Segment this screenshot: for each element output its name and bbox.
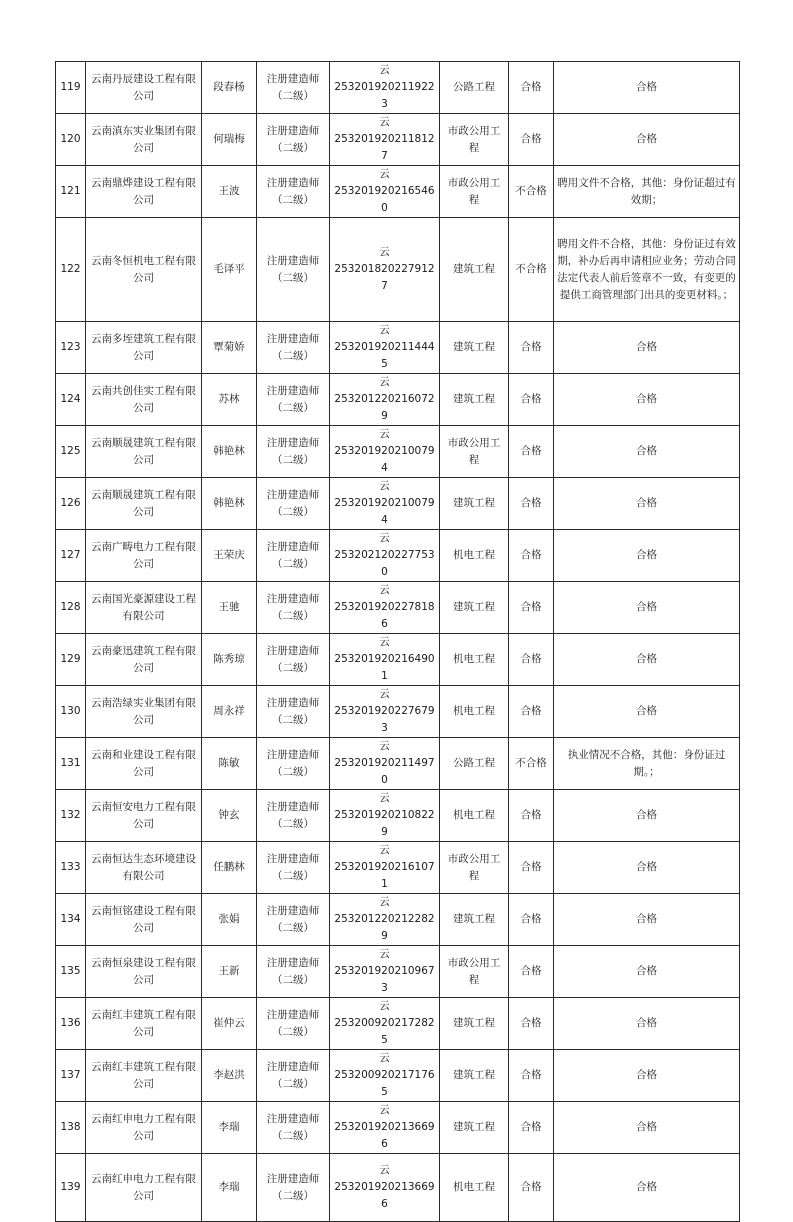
review-result: 合格 (509, 894, 554, 946)
company-name: 云南广畴电力工程有限公司 (86, 530, 202, 582)
row-number: 120 (56, 114, 86, 166)
specialty: 建筑工程 (440, 998, 509, 1050)
registration-digits: 2532019202136696 (334, 1181, 435, 1210)
review-remark: 合格 (554, 478, 740, 530)
company-name: 云南豪迅建筑工程有限公司 (86, 634, 202, 686)
review-result: 合格 (509, 322, 554, 374)
review-result: 合格 (509, 530, 554, 582)
specialty: 建筑工程 (440, 374, 509, 426)
specialty: 市政公用工程 (440, 114, 509, 166)
review-result: 合格 (509, 946, 554, 998)
person-name: 何瑞梅 (202, 114, 257, 166)
certificate-level-line: （二级） (272, 557, 314, 570)
certificate-type-line: 注册建造师 (266, 254, 320, 267)
certificate-type (257, 1102, 330, 1154)
review-remark: 合格 (554, 1154, 740, 1222)
registration-number (330, 686, 440, 738)
certificate-type (257, 218, 330, 322)
specialty: 市政公用工程 (440, 426, 509, 478)
row-number: 129 (56, 634, 86, 686)
registration-number (330, 894, 440, 946)
person-name: 韩艳林 (202, 426, 257, 478)
table-row (56, 582, 740, 634)
registration-prefix: 云 (379, 1052, 390, 1064)
table-row (56, 686, 740, 738)
table-row (56, 114, 740, 166)
company-name: 云南丹辰建设工程有限公司 (86, 62, 202, 114)
review-result: 合格 (509, 634, 554, 686)
person-name: 钟玄 (202, 790, 257, 842)
registration-digits: 2532009202171765 (334, 1069, 435, 1098)
person-name: 陈秀琼 (202, 634, 257, 686)
company-name: 云南红申电力工程有限公司 (86, 1102, 202, 1154)
table-row (56, 842, 740, 894)
certificate-type (257, 426, 330, 478)
registration-number (330, 998, 440, 1050)
row-number: 124 (56, 374, 86, 426)
table-row (56, 1154, 740, 1222)
certificate-type-line: 注册建造师 (266, 852, 320, 865)
specialty: 机电工程 (440, 790, 509, 842)
company-name: 云南顺晟建筑工程有限公司 (86, 478, 202, 530)
certificate-level-line: （二级） (272, 1025, 314, 1038)
certificate-type (257, 374, 330, 426)
registration-number (330, 1154, 440, 1222)
person-name: 李瑞 (202, 1154, 257, 1222)
review-result: 合格 (509, 1102, 554, 1154)
certificate-type (257, 686, 330, 738)
certificate-type-line: 注册建造师 (266, 696, 320, 709)
person-name: 段春杨 (202, 62, 257, 114)
registration-prefix: 云 (379, 1164, 390, 1176)
table-row (56, 1050, 740, 1102)
specialty: 建筑工程 (440, 894, 509, 946)
specialty: 公路工程 (440, 738, 509, 790)
certificate-type-line: 注册建造师 (266, 800, 320, 813)
row-number: 136 (56, 998, 86, 1050)
person-name: 王波 (202, 166, 257, 218)
registration-prefix: 云 (379, 844, 390, 856)
certificate-type (257, 1050, 330, 1102)
review-remark: 合格 (554, 686, 740, 738)
person-name: 韩艳林 (202, 478, 257, 530)
registration-number (330, 374, 440, 426)
review-remark: 合格 (554, 374, 740, 426)
registration-prefix: 云 (379, 688, 390, 700)
row-number: 138 (56, 1102, 86, 1154)
registration-digits: 2532019202119223 (334, 81, 435, 110)
company-name: 云南顺晟建筑工程有限公司 (86, 426, 202, 478)
certificate-type-line: 注册建造师 (266, 124, 320, 137)
person-name: 李赵洪 (202, 1050, 257, 1102)
specialty: 公路工程 (440, 62, 509, 114)
company-name: 云南多垤建筑工程有限公司 (86, 322, 202, 374)
certificate-type-line: 注册建造师 (266, 1112, 320, 1125)
registration-prefix: 云 (379, 584, 390, 596)
person-name: 毛译平 (202, 218, 257, 322)
table-row (56, 738, 740, 790)
person-name: 王驰 (202, 582, 257, 634)
registration-digits: 2532019202108229 (334, 809, 435, 838)
registration-prefix: 云 (379, 740, 390, 752)
registration-number (330, 1102, 440, 1154)
registration-digits: 2532019202161071 (334, 861, 435, 890)
row-number: 134 (56, 894, 86, 946)
review-result: 合格 (509, 582, 554, 634)
registration-prefix: 云 (379, 896, 390, 908)
specialty: 建筑工程 (440, 1102, 509, 1154)
row-number: 121 (56, 166, 86, 218)
registration-prefix: 云 (379, 376, 390, 388)
row-number: 130 (56, 686, 86, 738)
registration-prefix: 云 (379, 64, 390, 76)
registration-prefix: 云 (379, 1000, 390, 1012)
table-row (56, 374, 740, 426)
certificate-type-line: 注册建造师 (266, 748, 320, 761)
row-number: 128 (56, 582, 86, 634)
row-number: 119 (56, 62, 86, 114)
specialty: 市政公用工程 (440, 842, 509, 894)
company-name: 云南冬恒机电工程有限公司 (86, 218, 202, 322)
company-name: 云南鼎烨建设工程有限公司 (86, 166, 202, 218)
review-result: 合格 (509, 114, 554, 166)
certificate-level-line: （二级） (272, 609, 314, 622)
registration-digits: 2532019202164901 (334, 653, 435, 682)
review-remark: 合格 (554, 322, 740, 374)
certificate-level-line: （二级） (272, 713, 314, 726)
certificate-type (257, 634, 330, 686)
specialty: 建筑工程 (440, 322, 509, 374)
registration-number (330, 582, 440, 634)
certificate-level-line: （二级） (272, 453, 314, 466)
review-remark: 合格 (554, 114, 740, 166)
company-name: 云南恒达生态环境建设有限公司 (86, 842, 202, 894)
row-number: 126 (56, 478, 86, 530)
specialty: 市政公用工程 (440, 946, 509, 998)
company-name: 云南滇东实业集团有限公司 (86, 114, 202, 166)
table-body (56, 62, 740, 1222)
registration-number (330, 530, 440, 582)
registration-prefix: 云 (379, 636, 390, 648)
certificate-type-line: 注册建造师 (266, 904, 320, 917)
review-result: 不合格 (509, 218, 554, 322)
registration-digits: 2532019202165460 (334, 185, 435, 214)
row-number: 132 (56, 790, 86, 842)
specialty: 建筑工程 (440, 218, 509, 322)
registration-prefix: 云 (379, 246, 390, 258)
certificate-type-line: 注册建造师 (266, 1060, 320, 1073)
certificate-type (257, 946, 330, 998)
certificate-type (257, 894, 330, 946)
registration-prefix: 云 (379, 948, 390, 960)
person-name: 王荣庆 (202, 530, 257, 582)
registration-digits: 2532019202109673 (334, 965, 435, 994)
review-result: 不合格 (509, 166, 554, 218)
certificate-type (257, 790, 330, 842)
specialty: 市政公用工程 (440, 166, 509, 218)
company-name: 云南恒泉建设工程有限公司 (86, 946, 202, 998)
registration-number (330, 478, 440, 530)
row-number: 127 (56, 530, 86, 582)
registration-number (330, 946, 440, 998)
registration-digits: 2532009202172825 (334, 1017, 435, 1046)
company-name: 云南和业建设工程有限公司 (86, 738, 202, 790)
certificate-level-line: （二级） (272, 193, 314, 206)
person-name: 周永祥 (202, 686, 257, 738)
registration-digits: 2532019202100794 (334, 497, 435, 526)
company-name: 云南红申电力工程有限公司 (86, 1154, 202, 1222)
company-name: 云南国光豪源建设工程有限公司 (86, 582, 202, 634)
registration-number (330, 738, 440, 790)
certificate-type (257, 582, 330, 634)
registration-digits: 2532019202114970 (334, 757, 435, 786)
review-result: 不合格 (509, 738, 554, 790)
certificate-type-line: 注册建造师 (266, 72, 320, 85)
review-remark: 合格 (554, 426, 740, 478)
table-row (56, 166, 740, 218)
registration-digits: 2532021202277530 (334, 549, 435, 578)
registration-digits: 2532012202160729 (334, 393, 435, 422)
certificate-type (257, 842, 330, 894)
certificate-level-line: （二级） (272, 349, 314, 362)
registration-number (330, 1050, 440, 1102)
registration-prefix: 云 (379, 1104, 390, 1116)
registration-prefix: 云 (379, 792, 390, 804)
row-number: 133 (56, 842, 86, 894)
person-name: 任鹏林 (202, 842, 257, 894)
registration-prefix: 云 (379, 480, 390, 492)
review-remark: 合格 (554, 582, 740, 634)
row-number: 125 (56, 426, 86, 478)
certificate-type-line: 注册建造师 (266, 332, 320, 345)
certificate-level-line: （二级） (272, 141, 314, 154)
table-row (56, 634, 740, 686)
person-name: 覃菊娇 (202, 322, 257, 374)
row-number: 131 (56, 738, 86, 790)
review-result: 合格 (509, 842, 554, 894)
certificate-type (257, 166, 330, 218)
company-name: 云南恒铭建设工程有限公司 (86, 894, 202, 946)
table-row (56, 478, 740, 530)
registration-number (330, 634, 440, 686)
review-result: 合格 (509, 1050, 554, 1102)
review-remark: 合格 (554, 62, 740, 114)
review-remark: 合格 (554, 894, 740, 946)
registration-prefix: 云 (379, 116, 390, 128)
certificate-level-line: （二级） (272, 401, 314, 414)
registration-number (330, 426, 440, 478)
certificate-type-line: 注册建造师 (266, 1008, 320, 1021)
registration-digits: 2532019202118127 (334, 133, 435, 162)
review-remark: 合格 (554, 634, 740, 686)
certificate-level-line: （二级） (272, 89, 314, 102)
registration-digits: 2532012202122829 (334, 913, 435, 942)
certificate-level-line: （二级） (272, 271, 314, 284)
table-row (56, 426, 740, 478)
certificate-level-line: （二级） (272, 505, 314, 518)
row-number: 123 (56, 322, 86, 374)
certificate-type-line: 注册建造师 (266, 956, 320, 969)
table-row (56, 322, 740, 374)
registration-prefix: 云 (379, 428, 390, 440)
row-number: 135 (56, 946, 86, 998)
table-row (56, 62, 740, 114)
certificate-level-line: （二级） (272, 765, 314, 778)
review-remark: 合格 (554, 530, 740, 582)
registration-prefix: 云 (379, 168, 390, 180)
certificate-level-line: （二级） (272, 817, 314, 830)
review-result: 合格 (509, 62, 554, 114)
specialty: 建筑工程 (440, 1050, 509, 1102)
review-remark: 合格 (554, 1102, 740, 1154)
registration-number (330, 62, 440, 114)
registration-digits: 2532018202279127 (334, 263, 435, 292)
registration-digits: 2532019202100794 (334, 445, 435, 474)
certificate-type-line: 注册建造师 (266, 436, 320, 449)
row-number: 139 (56, 1154, 86, 1222)
certificate-level-line: （二级） (272, 869, 314, 882)
certificate-type-line: 注册建造师 (266, 488, 320, 501)
registration-number (330, 790, 440, 842)
specialty: 机电工程 (440, 634, 509, 686)
review-result: 合格 (509, 686, 554, 738)
table-row (56, 998, 740, 1050)
certificate-type-line: 注册建造师 (266, 540, 320, 553)
company-name: 云南共创佳实工程有限公司 (86, 374, 202, 426)
person-name: 王新 (202, 946, 257, 998)
certificate-type (257, 738, 330, 790)
review-result: 合格 (509, 374, 554, 426)
company-name: 云南恒安电力工程有限公司 (86, 790, 202, 842)
certificate-type-line: 注册建造师 (266, 644, 320, 657)
specialty: 机电工程 (440, 1154, 509, 1222)
registration-number (330, 114, 440, 166)
certificate-type (257, 1154, 330, 1222)
table-row (56, 946, 740, 998)
person-name: 苏林 (202, 374, 257, 426)
person-name: 张娟 (202, 894, 257, 946)
row-number: 137 (56, 1050, 86, 1102)
table-row (56, 894, 740, 946)
company-name: 云南红丰建筑工程有限公司 (86, 998, 202, 1050)
review-result: 合格 (509, 998, 554, 1050)
certificate-type-line: 注册建造师 (266, 384, 320, 397)
certificate-level-line: （二级） (272, 1189, 314, 1202)
review-remark: 合格 (554, 998, 740, 1050)
review-result: 合格 (509, 478, 554, 530)
specialty: 建筑工程 (440, 478, 509, 530)
certificate-type-line: 注册建造师 (266, 1172, 320, 1185)
certificate-level-line: （二级） (272, 921, 314, 934)
company-name: 云南浩绿实业集团有限公司 (86, 686, 202, 738)
registration-digits: 2532019202136696 (334, 1121, 435, 1150)
table-row (56, 1102, 740, 1154)
registration-number (330, 842, 440, 894)
certificate-type (257, 998, 330, 1050)
registration-prefix: 云 (379, 532, 390, 544)
specialty: 机电工程 (440, 686, 509, 738)
certificate-level-line: （二级） (272, 1129, 314, 1142)
row-number: 122 (56, 218, 86, 322)
specialty: 建筑工程 (440, 582, 509, 634)
certificate-type (257, 322, 330, 374)
certificate-level-line: （二级） (272, 661, 314, 674)
person-name: 崔仲云 (202, 998, 257, 1050)
registration-digits: 2532019202114445 (334, 341, 435, 370)
registration-prefix: 云 (379, 324, 390, 336)
table-row (56, 530, 740, 582)
certificate-level-line: （二级） (272, 1077, 314, 1090)
certificate-level-line: （二级） (272, 973, 314, 986)
review-result: 合格 (509, 1154, 554, 1222)
certificate-type-line: 注册建造师 (266, 176, 320, 189)
certificate-type (257, 478, 330, 530)
certificate-type (257, 530, 330, 582)
registration-digits: 2532019202278186 (334, 601, 435, 630)
review-result: 合格 (509, 426, 554, 478)
review-result: 合格 (509, 790, 554, 842)
review-results-table (55, 61, 740, 1222)
certificate-type (257, 114, 330, 166)
table-row (56, 790, 740, 842)
review-remark: 聘用文件不合格，其他：身份证超过有效期； (554, 166, 740, 218)
review-remark: 合格 (554, 842, 740, 894)
specialty: 机电工程 (440, 530, 509, 582)
review-remark: 合格 (554, 946, 740, 998)
person-name: 陈敏 (202, 738, 257, 790)
certificate-type-line: 注册建造师 (266, 592, 320, 605)
registration-number (330, 218, 440, 322)
registration-digits: 2532019202276793 (334, 705, 435, 734)
review-remark: 聘用文件不合格，其他：身份证过有效期，补办后再申请相应业务；劳动合同法定代表人前后签章不一致，有变更的提供工商管理部门出具的变更材料。； (554, 218, 740, 322)
certificate-type (257, 62, 330, 114)
review-remark: 合格 (554, 1050, 740, 1102)
registration-number (330, 166, 440, 218)
registration-number (330, 322, 440, 374)
table-row (56, 218, 740, 322)
person-name: 李瑞 (202, 1102, 257, 1154)
company-name: 云南红丰建筑工程有限公司 (86, 1050, 202, 1102)
review-remark: 执业情况不合格，其他：身份证过期。； (554, 738, 740, 790)
review-remark: 合格 (554, 790, 740, 842)
